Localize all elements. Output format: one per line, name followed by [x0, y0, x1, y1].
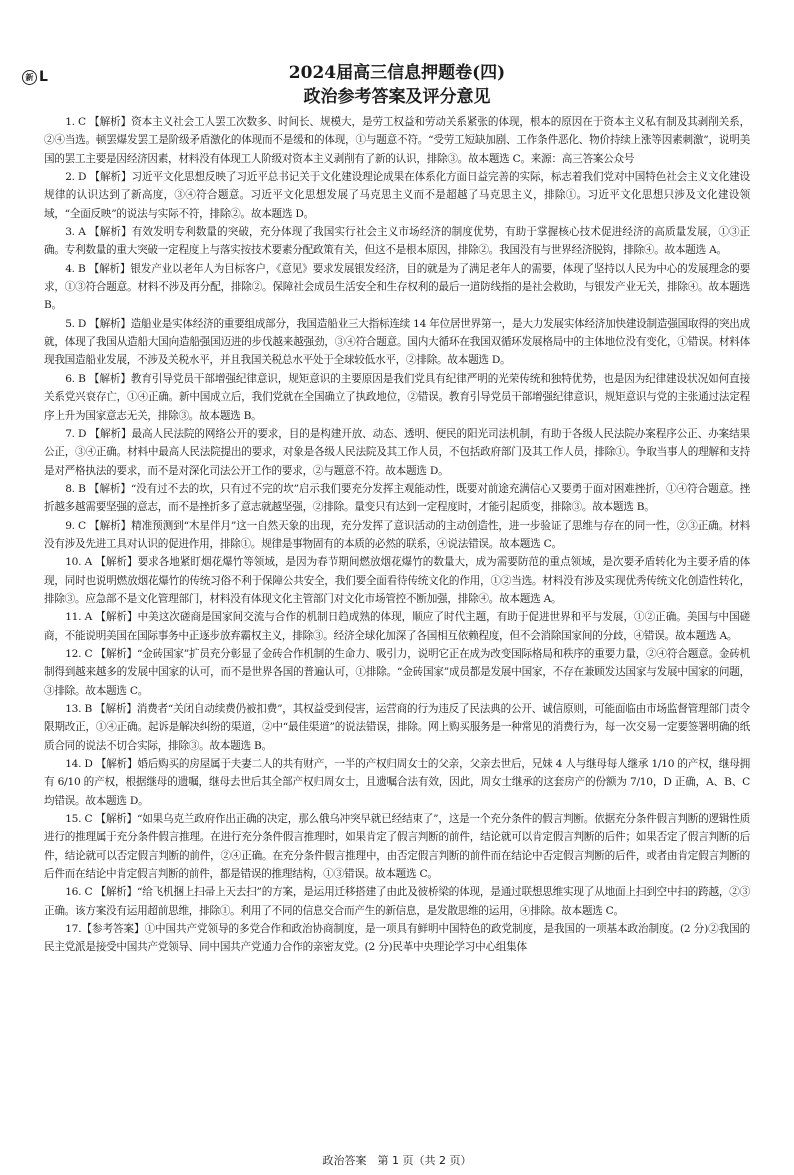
answer-item-6: 6. B 【解析】教育引导党员干部增强纪律意识，规矩意识的主要原因是我们党具有纪律严明的光荣传统和独特优势，也是因为纪律建设状况如何直接关系党兴衰存亡，①④正确。新中国成立后，我们党就在全国确立了执政地位，②错误。教育引导党员干部增强纪律意识，规矩意识与党的主张通过法定程序上升为国家意志无关，排除③。故本题选 B。 [44, 372, 750, 422]
answer-item-15: 15. C 【解析】“如果乌克兰政府作出正确的决定，那么俄乌冲突早就已经结束了”，这是一个充分条件的假言判断。依据充分条件假言判断的逻辑性质进行的推理属于充分条件假言推理。在进行充分条件假言推理时，如果肯定了假言判断的前件，结论就可以肯定假言判断的后件；如果否定了假言判断的后件，结论就可以否定假言判断的前件，②④正确。在充分条件假言推理中，由否定假言判断的前件而在结论中否定假言判断的后件，或者由肯定假言判断的后件而在结论中肯定假言判断的前件，都是错误的推理结构，①③错误。故本题选 C。 [44, 813, 750, 881]
edition-mark [22, 69, 48, 85]
page-subtitle: 政治参考答案及评分意见 [303, 87, 491, 107]
answer-item-5: 5. D 【解析】造船业是实体经济的重要组成部分，我国造船业三大指标连续 14 年位居世界第一，是大力发展实体经济加快建设制造强国取得的突出成就，体现了我国从造船大国向造船强国迈进的步伐越来越强劲，③④符合题意。国内大循环在我国双循环发展格局中的主体地位没有变化，①错误。材料体现我国造船业发展，不涉及关税水平，并且我国关税总水平处于全球较低水平，②排除。故本题选 D。 [44, 317, 750, 367]
answer-item-4: 4. B 【解析】银发产业以老年人为目标客户，《意见》要求发展银发经济，目的就是为了满足老年人的需要，体现了坚持以人民为中心的发展理念的要求，①③符合题意。材料不涉及再分配，排除②。保障社会成员生活安全和生存权利的最后一道防线指的是社会救助，与银发产业无关，排除④。故本题选 B。 [44, 262, 750, 312]
answer-item-8: 8. B 【解析】“没有过不去的坎，只有过不完的坎”启示我们要充分发挥主观能动性，既要对前途充满信心又要勇于面对困难挫折，①④符合题意。挫折越多越需要坚强的意志，而不是挫折多了意志就越坚强，②排除。量变只有达到一定程度时，才能引起质变，排除③。故本题选 B。 [44, 482, 750, 514]
answer-item-16: 16. C 【解析】“给飞机捆上扫帚上天去扫”的方案，是运用迁移搭建了由此及彼桥梁的体现，是通过联想思维实现了从地面上扫到空中扫的跨越，②③正确。该方案没有运用超前思维，排除①。利用了不同的信息交合而产生的新信息，是发散思维的运用，④排除。故本题选 C。 [44, 886, 750, 917]
answer-item-2: 2. D 【解析】习近平文化思想反映了习近平总书记关于文化建设理论成果在体系化方面日益完善的实际，标志着我们党对中国特色社会主义文化建设规律的认识达到了新高度，③④符合题意。习近平文化思想发展了马克思主义而不是超越了马克思主义，排除①。习近平文化思想只涉及文化建设领域，“全面反映”的说法与实际不符，排除②。故本题选 D。 [44, 171, 750, 220]
page-title: 2024届高三信息押题卷(四) [288, 63, 506, 83]
answer-item-1: 1. C 【解析】资本主义社会工人罢工次数多、时间长、规模大，是劳工权益和劳动关系紧张的体现，根本的原因在于资本主义私有制及其剥削关系，②④当选。顿罢爆发罢工是阶级矛盾激化的体现而不是缓和的体现，①与题意不符。“受劳工短缺加剧、工作条件恶化、物价持续上涨等因素刺激”，说明美国的罢工主要是因经济因素，材料没有体现工人阶级对资本主义剥削有了新的认识，排除③。故本题选 C。来源：高三答案公众号 [44, 116, 750, 165]
circle-badge-icon: 新 [22, 70, 37, 85]
answer-item-3: 3. A 【解析】有效发明专利数量的突破，充分体现了我国实行社会主义市场经济的制度优势，有助于掌握核心技术促进经济的高质量发展，①③正确。专利数量的重大突破一定程度上与落实按技术要素分配政策有关，但这不是根本原因，排除②。我国没有与世界经济脱钩，排除④。故本题选 A。 [44, 226, 750, 257]
answer-item-7: 7. D 【解析】最高人民法院的网络公开的要求，目的是构建开放、动态、透明、便民的阳光司法机制，有助于各级人民法院办案程序公正、办案结果公正，③④正确。材料中最高人民法院提出的要求，对象是各级人民法院及其工作人员，不包括政府部门及其工作人员，排除①。争取当事人的理解和支持是对严格执法的要求，而不是对深化司法公开工作的要求，②与题意不符。故本题选 D。 [44, 427, 750, 477]
page-footer: 政治答案 第 1 页（共 2 页） [322, 1154, 472, 1167]
edition-letter: L [39, 69, 48, 85]
answer-page [0, 61, 794, 1175]
answer-item-17: 17.【参考答案】①中国共产党领导的多党合作和政治协商制度，是一项具有鲜明中国特色的政党制度，是我国的一项基本政治制度。(2 分)②我国的民主党派是接受中国共产党领导、同中国共产党通力合作的亲密友党。(2 分)民革中央理论学习中心组集体 [44, 923, 750, 954]
answer-item-12: 12. C 【解析】“金砖国家”扩员充分彰显了金砖合作机制的生命力、吸引力，说明它正在成为改变国际格局和秩序的重要力量，②④符合题意。金砖机制得到越来越多的发展中国家的认可，而不是世界各国的普遍认可，①排除。“金砖国家”成员都是发展中国家，不存在兼顾发达国家与发展中国家的问题，③排除。故本题选 C。 [44, 647, 750, 697]
answer-item-14: 14. D 【解析】婚后购买的房屋属于夫妻二人的共有财产，一半的产权归周女士的父亲，父亲去世后，兄妹 4 人与继母每人继承 1/10 的产权，继母拥有 6/10 的产权，根据继母的遗嘱，继母去世后其全部产权归周女士，且遗嘱合法有效，因此，周女士继承的这套房产的份额为 7/10，D 正确，A、B、C 均错误。故本题选 D。 [44, 758, 750, 807]
answer-item-10: 10. A 【解析】要求各地紧盯烟花爆竹等领域，是因为春节期间燃放烟花爆竹的数量大，成为需要防范的重点领域，是次要矛盾转化为主要矛盾的体现，同时也说明燃放烟花爆竹的传统习俗不利于保障公共安全，我们要全面看待传统文化的作用，①②当选。材料没有涉及实现优秀传统文化创造性转化，排除③。应急部不是文化管理部门，材料没有体现文化主管部门对文化市场管控不断加强，排除④。故本题选 A。 [44, 556, 750, 605]
answer-list [44, 113, 750, 957]
answer-item-9: 9. C 【解析】精准预测到“木星伴月”这一自然天象的出现，充分发挥了意识活动的主动创造性，进一步验证了思维与存在的同一性，②③正确。材料没有涉及先进工具对认识的促进作用，排除①。规律是事物固有的本质的必然的联系，④说法错误。故本题选 C。 [44, 519, 750, 550]
answer-item-13: 13. B 【解析】消费者“关闭自动续费仍被扣费”，其权益受到侵害，运营商的行为违反了民法典的公开、诚信原则，可能面临由市场监督管理部门责令限期改正，①④正确。起诉是解决纠纷的渠道，②中“最佳渠道”的说法错误，排除。网上购买服务是一种常见的消费行为，每一次交易一定要签署明确的纸质合同的说法不切合实际，排除③。故本题选 B。 [44, 703, 750, 752]
answer-item-11: 11. A 【解析】中美这次磋商是国家间交流与合作的机制日趋成熟的体现，顺应了时代主题，有助于促进世界和平与发展，①②正确。美国与中国磋商，不能说明美国在国际事务中正逐步放弃霸权主义，排除③。经济全球化加深了各国相互依赖程度，但不会消除国家间的分歧，④错误。故本题选 A。 [44, 611, 750, 642]
